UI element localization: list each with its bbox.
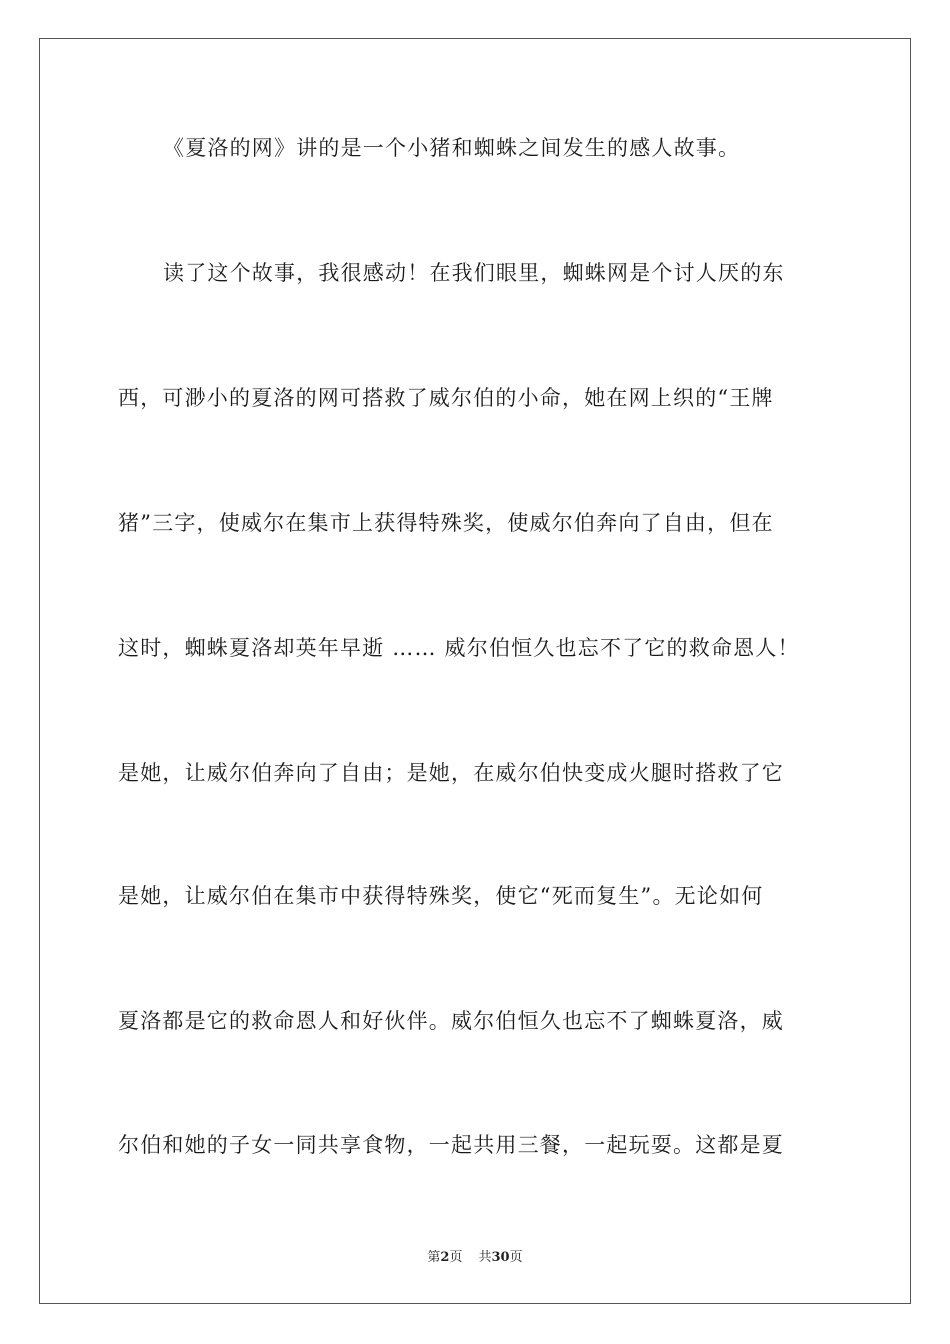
paragraph-line: 是她，让威尔伯奔向了自由；是她，在威尔伯快变成火腿时搭救了它: [118, 761, 784, 785]
paragraph-line: 是她，让威尔伯在集市中获得特殊奖，使它“死而复生”。无论如何: [118, 884, 764, 908]
paragraph-line: 读了这个故事，我很感动！在我们眼里，蜘蛛网是个讨人厌的东: [163, 261, 785, 285]
paragraph-line: 猪”三字，使威尔在集市上获得特殊奖，使威尔伯奔向了自由，但在: [118, 511, 774, 535]
paragraph-line: 西，可渺小的夏洛的网可搭救了威尔伯的小命，她在网上织的“王牌: [118, 386, 774, 410]
paragraph-line: 这时，蜘蛛夏洛却英年早逝 …… 威尔伯恒久也忘不了它的救命恩人！: [118, 636, 800, 660]
total-suffix: 页: [509, 1250, 523, 1265]
page-border: [39, 38, 911, 1304]
page-number: 2: [440, 1250, 450, 1265]
page-prefix: 第: [427, 1250, 441, 1265]
paragraph-line: 《夏洛的网》讲的是一个小猪和蜘蛛之间发生的感人故事。: [163, 136, 741, 160]
page-suffix: 页: [449, 1250, 463, 1265]
total-prefix: 共: [478, 1250, 492, 1265]
total-pages: 30: [491, 1250, 510, 1265]
page-footer: [0, 1246, 950, 1265]
paragraph-line: 夏洛都是它的救命恩人和好伙伴。威尔伯恒久也忘不了蜘蛛夏洛，威: [118, 1009, 784, 1033]
paragraph-line: 尔伯和她的子女一同共享食物，一起共用三餐，一起玩耍。这都是夏: [118, 1133, 784, 1157]
